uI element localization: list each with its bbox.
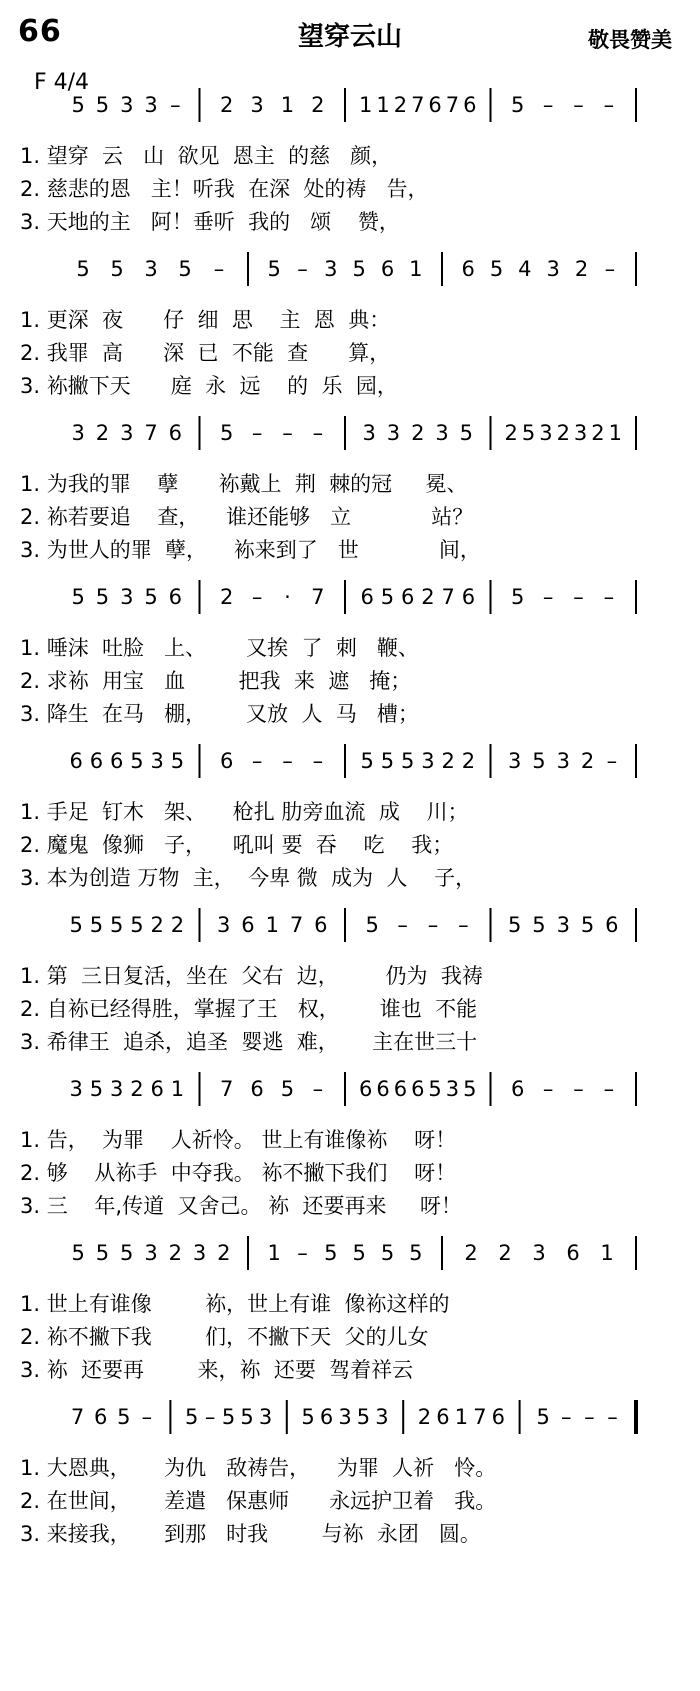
note-symbol: 7 xyxy=(289,913,304,937)
note-symbol: 5 xyxy=(220,421,234,445)
note-symbol: – xyxy=(603,1077,615,1101)
note-symbol: – xyxy=(603,585,615,609)
note-symbol: 6 xyxy=(220,749,234,773)
note-symbol: 6 xyxy=(566,1241,580,1265)
note-symbol: 1 xyxy=(358,93,373,117)
note-symbol: – xyxy=(427,913,439,937)
note-symbol: 5 xyxy=(580,913,595,937)
note-symbol: 5 xyxy=(110,257,124,281)
note-symbol: 6 xyxy=(89,749,104,773)
note-symbol: 3 xyxy=(445,1077,460,1101)
note-symbol: 6 xyxy=(241,913,255,937)
lyric-line: 2. 慈悲的恩 主！听我 在深 处的祷 告， xyxy=(20,177,429,201)
lyric-line: 1. 第 三日复活，坐在 父右 边， 仍为 我祷 xyxy=(20,964,483,988)
note-symbol: 3 xyxy=(338,1405,352,1429)
note-symbol: 5 xyxy=(463,1077,477,1101)
note-symbol: – xyxy=(607,1405,618,1429)
note-symbol: – xyxy=(282,749,293,773)
note-symbol: 5 xyxy=(280,1077,295,1101)
note-symbol: 5 xyxy=(489,257,504,281)
note-symbol: 3 xyxy=(386,421,401,445)
note-symbol: 5 xyxy=(409,1241,423,1265)
note-symbol: 2 xyxy=(217,1241,231,1265)
note-symbol: 5 xyxy=(267,257,281,281)
note-symbol: 3 xyxy=(144,1241,158,1265)
note-symbol: – xyxy=(312,749,324,773)
note-symbol: 5 xyxy=(144,585,158,609)
note-symbol: 5 xyxy=(324,1241,338,1265)
note-symbol: 2 xyxy=(556,421,570,445)
note-symbol: 3 xyxy=(532,1241,546,1265)
note-symbol: 6 xyxy=(463,93,477,117)
note-symbol: 2 xyxy=(441,749,455,773)
note-symbol: 5 xyxy=(95,585,110,609)
note-symbol: – xyxy=(542,585,554,609)
note-symbol: – xyxy=(312,421,324,445)
note-symbol: – xyxy=(297,257,308,281)
note-symbol: 3 xyxy=(250,93,264,117)
note-symbol: 1 xyxy=(608,421,623,445)
note-symbol: 5 xyxy=(95,93,110,117)
note-symbol: 6 xyxy=(250,1077,264,1101)
note-symbol: – xyxy=(561,1405,572,1429)
note-symbol: 2 xyxy=(498,1241,512,1265)
note-symbol: 7 xyxy=(445,93,460,117)
lyric-line: 2. 够 从袮手 中夺我。 袮不撇下我们 呀！ xyxy=(20,1161,457,1185)
note-symbol: 7 xyxy=(311,585,325,609)
note-symbol: 2 xyxy=(417,1405,432,1429)
lyric-line: 2. 我罪 高 深 已 不能 查 算， xyxy=(20,341,391,365)
note-symbol: 1 xyxy=(600,1241,614,1265)
lyric-line: 2. 在世间， 差遣 保惠师 永远护卫着 我。 xyxy=(20,1489,497,1513)
note-symbol: 3 xyxy=(435,421,449,445)
note-symbol: 5 xyxy=(459,421,474,445)
note-symbol: 2 xyxy=(150,913,164,937)
note-symbol: 6 xyxy=(491,1405,506,1429)
note-symbol: 7 xyxy=(411,93,425,117)
note-symbol: – xyxy=(170,93,181,117)
note-symbol: 3 xyxy=(120,93,134,117)
note-symbol: 5 xyxy=(109,913,124,937)
note-symbol: 6 xyxy=(319,1405,334,1429)
lyric-line: 2. 袮不撇下我 们，不撇下天 父的儿女 xyxy=(20,1325,429,1349)
note-symbol: 5 xyxy=(507,913,522,937)
note-symbol: 2 xyxy=(393,93,408,117)
note-symbol: 5 xyxy=(178,257,192,281)
note-symbol: 5 xyxy=(71,93,85,117)
note-symbol: 3 xyxy=(556,749,570,773)
key-signature: F 4/4 xyxy=(34,70,90,95)
hymn-number: 66 xyxy=(18,14,62,49)
note-symbol: 3 xyxy=(120,421,134,445)
note-symbol: 5 xyxy=(184,1405,199,1429)
note-symbol: 6 xyxy=(461,257,475,281)
lyric-line: 3. 袮 还要再 来，袮 还要 驾着祥云 xyxy=(20,1358,414,1382)
note-symbol: 2 xyxy=(591,421,605,445)
note-symbol: 5 xyxy=(95,1241,110,1265)
lyric-line: 3. 为世人的罪 孽， 袮来到了 世 间， xyxy=(20,538,481,562)
note-symbol: 1 xyxy=(170,1077,185,1101)
note-symbol: 5 xyxy=(536,1405,550,1429)
note-symbol: 2 xyxy=(504,421,518,445)
lyric-line: 3. 本为创造 万物 主， 今卑 微 成为 人 子， xyxy=(20,866,477,890)
note-symbol: 5 xyxy=(130,913,144,937)
note-symbol: 6 xyxy=(436,1405,450,1429)
note-symbol: 5 xyxy=(120,1241,134,1265)
note-symbol: – xyxy=(573,585,584,609)
note-symbol: 2 xyxy=(421,585,435,609)
note-symbol: 3 xyxy=(120,585,134,609)
note-symbol: 6 xyxy=(411,1077,425,1101)
note-symbol: – xyxy=(312,1077,324,1101)
note-symbol: 3 xyxy=(375,1405,389,1429)
note-symbol: 3 xyxy=(556,913,570,937)
note-symbol: 5 xyxy=(511,93,525,117)
note-symbol: · xyxy=(284,585,291,609)
note-symbol: 1 xyxy=(376,93,390,117)
note-symbol: 5 xyxy=(521,421,536,445)
note-symbol: 5 xyxy=(76,257,90,281)
note-symbol: 6 xyxy=(109,749,124,773)
note-symbol: 7 xyxy=(144,421,158,445)
note-symbol: 3 xyxy=(144,257,158,281)
note-symbol: 2 xyxy=(220,585,234,609)
note-symbol: 5 xyxy=(428,1077,442,1101)
note-symbol: 6 xyxy=(69,749,83,773)
note-symbol: – xyxy=(458,913,469,937)
note-symbol: 3 xyxy=(539,421,553,445)
note-symbol: 3 xyxy=(258,1405,273,1429)
lyric-line: 3. 天地的主 阿！垂听 我的 颂 赞， xyxy=(20,210,400,234)
note-symbol: 6 xyxy=(376,1077,390,1101)
note-symbol: 5 xyxy=(360,749,374,773)
note-symbol: – xyxy=(542,93,554,117)
lyric-line: 3. 降生 在马 棚， 又放 人 马 槽； xyxy=(20,702,419,726)
note-symbol: 5 xyxy=(89,1077,104,1101)
note-symbol: – xyxy=(204,1405,216,1429)
note-symbol: 2 xyxy=(411,421,425,445)
lyric-line: 1. 告， 为罪 人祈怜。 世上有谁像袮 呀！ xyxy=(20,1128,457,1152)
lyric-line: 3. 袮撇下天 庭 永 远 的 乐 园， xyxy=(20,374,398,398)
note-symbol: 2 xyxy=(580,749,595,773)
lyric-line: 2. 自袮已经得胜，掌握了王 权， 谁也 不能 xyxy=(20,997,478,1021)
note-symbol: 5 xyxy=(356,1405,371,1429)
note-symbol: 6 xyxy=(511,1077,525,1101)
note-symbol: 1 xyxy=(280,93,295,117)
note-symbol: 6 xyxy=(150,1077,164,1101)
note-symbol: 6 xyxy=(605,913,619,937)
note-symbol: 3 xyxy=(362,421,376,445)
lyric-line: 1. 唾沫 吐脸 上、 又挨 了 刺 鞭、 xyxy=(20,636,419,660)
note-symbol: – xyxy=(297,1241,308,1265)
note-symbol: – xyxy=(251,749,263,773)
hymn-title: 望穿云山 xyxy=(297,22,402,52)
note-symbol: 5 xyxy=(352,1241,366,1265)
note-symbol: 3 xyxy=(69,1077,83,1101)
lyric-line: 1. 世上有谁像 袮，世上有谁 像袮这样的 xyxy=(20,1292,450,1316)
note-symbol: 5 xyxy=(380,585,395,609)
note-symbol: – xyxy=(213,257,225,281)
lyric-line: 3. 希律王 追杀，追圣 婴逃 难， 主在世三十 xyxy=(20,1030,478,1054)
note-symbol: 2 xyxy=(168,1241,182,1265)
note-symbol: 7 xyxy=(441,585,455,609)
note-symbol: 3 xyxy=(507,749,522,773)
note-symbol: 5 xyxy=(380,749,395,773)
lyric-line: 2. 袮若要追 查， 谁还能够 立 站？ xyxy=(20,505,474,529)
note-symbol: 6 xyxy=(461,585,476,609)
note-symbol: – xyxy=(282,421,293,445)
note-symbol: 1 xyxy=(267,1241,281,1265)
note-symbol: 6 xyxy=(168,421,183,445)
note-symbol: – xyxy=(251,585,263,609)
note-symbol: 2 xyxy=(130,1077,144,1101)
note-symbol: 5 xyxy=(130,749,144,773)
note-symbol: 6 xyxy=(93,1405,108,1429)
hymn-source: 敬畏赞美 xyxy=(588,28,672,52)
note-symbol: 2 xyxy=(461,749,476,773)
note-symbol: 2 xyxy=(95,421,110,445)
note-symbol: 7 xyxy=(220,1077,234,1101)
note-symbol: 5 xyxy=(532,749,546,773)
note-symbol: – xyxy=(606,749,618,773)
note-symbol: – xyxy=(573,93,584,117)
note-symbol: 6 xyxy=(314,913,328,937)
lyric-line: 1. 手足 钉木 架、 枪扎 肋旁血流 成 川； xyxy=(20,800,469,824)
note-symbol: 3 xyxy=(71,421,85,445)
note-symbol: 3 xyxy=(216,913,231,937)
note-symbol: 1 xyxy=(265,913,279,937)
lyric-line: 1. 为我的罪 孽 袮戴上 荆 棘的冠 冕、 xyxy=(20,472,468,496)
note-symbol: 2 xyxy=(220,93,234,117)
note-symbol: 7 xyxy=(473,1405,487,1429)
note-symbol: 5 xyxy=(89,913,104,937)
lyric-line: 3. 来接我， 到那 时我 与袮 永团 圆。 xyxy=(20,1522,481,1546)
note-symbol: 5 xyxy=(170,749,185,773)
note-symbol: 5 xyxy=(240,1405,254,1429)
note-symbol: 4 xyxy=(518,257,532,281)
note-symbol: – xyxy=(603,93,615,117)
note-symbol: – xyxy=(604,257,616,281)
note-symbol: 3 xyxy=(192,1241,207,1265)
note-symbol: – xyxy=(573,1077,584,1101)
note-symbol: 2 xyxy=(170,913,185,937)
note-symbol: 5 xyxy=(365,913,379,937)
note-symbol: 3 xyxy=(109,1077,124,1101)
note-symbol: – xyxy=(397,913,408,937)
note-symbol: 2 xyxy=(574,257,589,281)
note-symbol: 5 xyxy=(71,1241,85,1265)
lyric-line: 3. 三 年,传道 又舍己。 袮 还要再来 呀！ xyxy=(20,1194,462,1218)
note-symbol: 3 xyxy=(150,749,164,773)
note-symbol: 5 xyxy=(400,749,415,773)
note-symbol: 6 xyxy=(380,257,395,281)
note-symbol: 1 xyxy=(454,1405,469,1429)
note-symbol: 5 xyxy=(352,257,366,281)
note-symbol: 5 xyxy=(511,585,525,609)
note-symbol: 6 xyxy=(168,585,183,609)
lyric-line: 1. 更深 夜 仔 细 思 主 恩 典： xyxy=(20,308,391,332)
note-symbol: 5 xyxy=(301,1405,315,1429)
note-symbol: 6 xyxy=(428,93,442,117)
note-symbol: 5 xyxy=(69,913,83,937)
note-symbol: 2 xyxy=(311,93,325,117)
note-symbol: – xyxy=(584,1405,595,1429)
note-symbol: – xyxy=(251,421,263,445)
note-symbol: 5 xyxy=(221,1405,236,1429)
note-symbol: 6 xyxy=(358,1077,373,1101)
note-symbol: 3 xyxy=(324,257,338,281)
note-symbol: – xyxy=(542,1077,554,1101)
note-symbol: 5 xyxy=(71,585,85,609)
note-symbol: 1 xyxy=(409,257,423,281)
note-symbol: 6 xyxy=(360,585,374,609)
note-symbol: 3 xyxy=(573,421,588,445)
note-symbol: 2 xyxy=(464,1241,478,1265)
note-symbol: 6 xyxy=(393,1077,408,1101)
note-symbol: 6 xyxy=(400,585,415,609)
note-symbol: 3 xyxy=(421,749,435,773)
note-symbol: 5 xyxy=(380,1241,395,1265)
note-symbol: 3 xyxy=(546,257,560,281)
note-symbol: 3 xyxy=(144,93,158,117)
note-symbol: 5 xyxy=(117,1405,131,1429)
note-symbol: – xyxy=(141,1405,153,1429)
lyric-line: 2. 魔鬼 像狮 子， 吼叫 要 吞 吃 我； xyxy=(20,833,454,857)
lyric-line: 2. 求袮 用宝 血 把我 来 遮 掩； xyxy=(20,669,412,693)
lyric-line: 1. 大恩典， 为仇 敌祷告， 为罪 人祈 怜。 xyxy=(20,1456,497,1480)
note-symbol: 7 xyxy=(70,1405,85,1429)
lyric-line: 1. 望穿 云 山 欲见 恩主 的慈 颜， xyxy=(20,144,393,168)
note-symbol: 5 xyxy=(532,913,546,937)
